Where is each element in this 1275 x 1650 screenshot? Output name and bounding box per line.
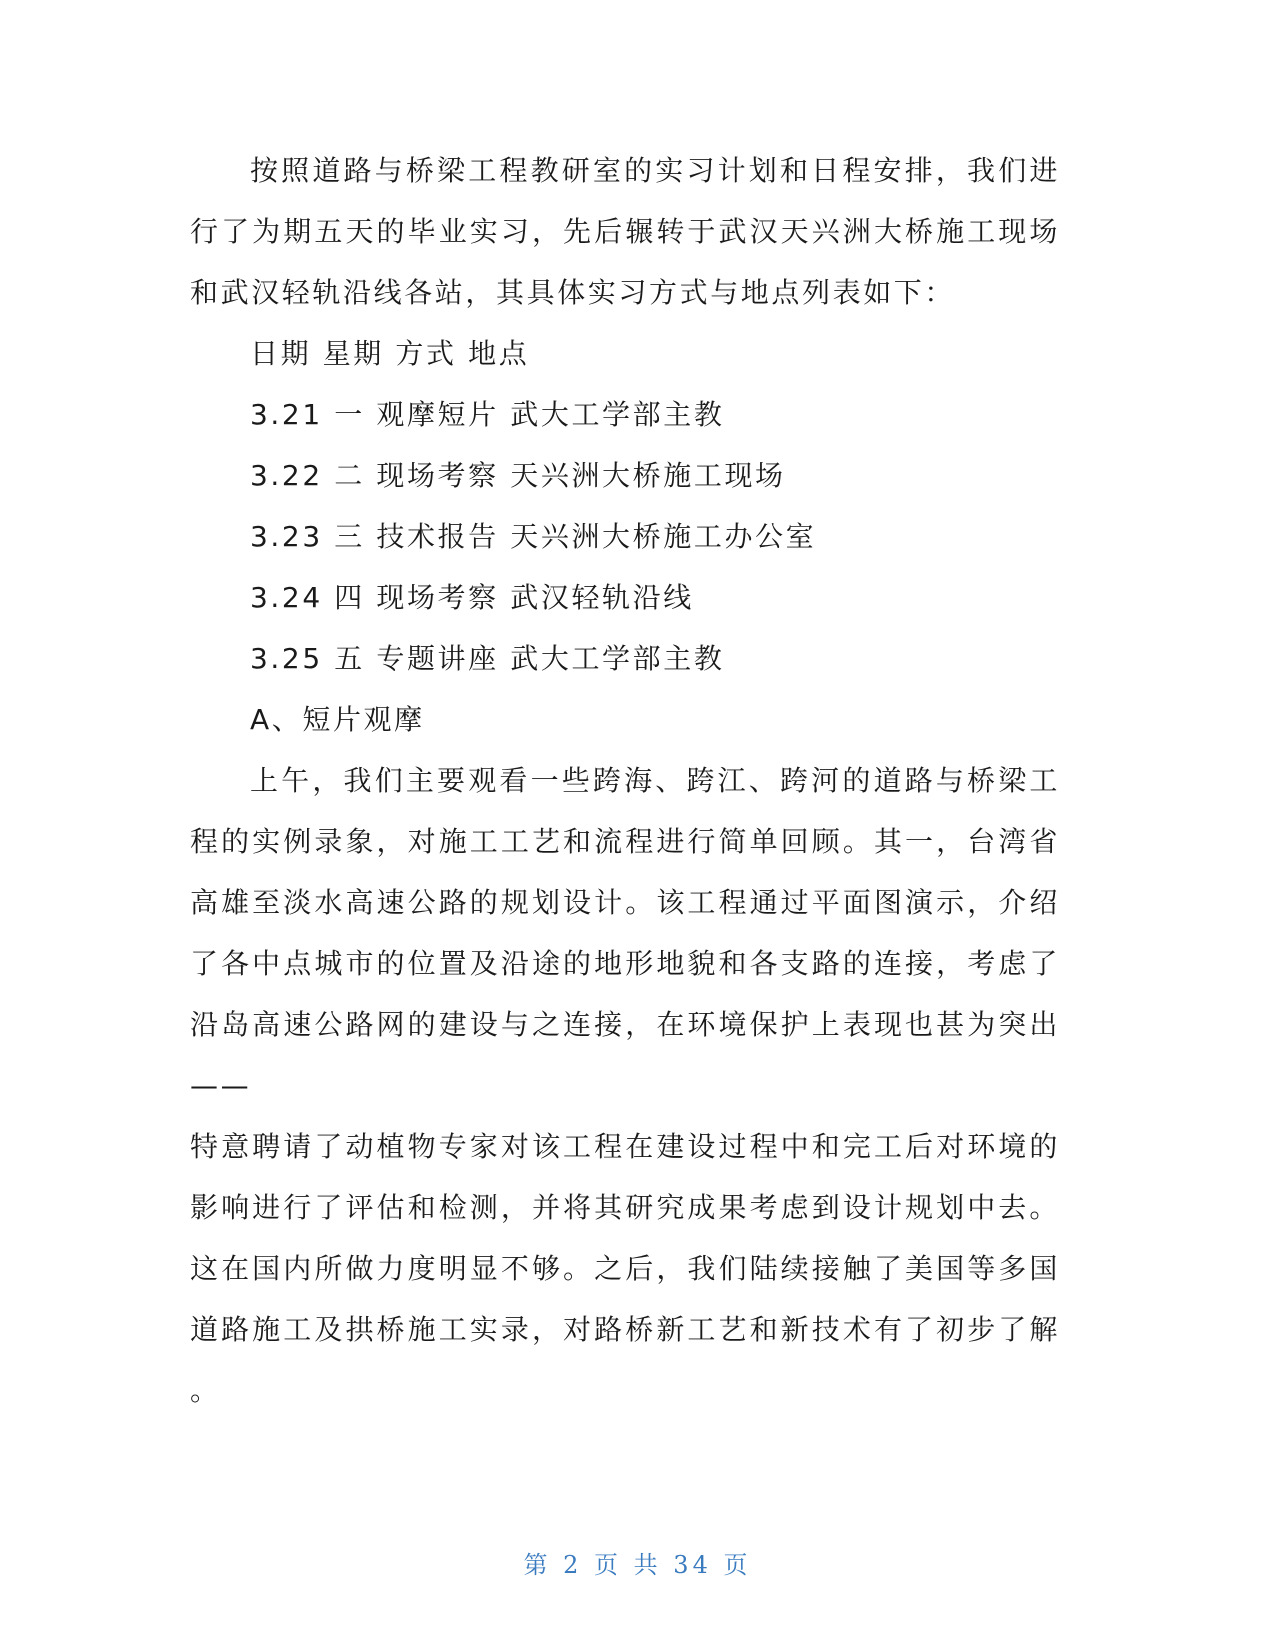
paragraph-2-line-1: 上午，我们主要观看一些跨海、跨江、跨河的道路与桥梁工 (250, 764, 1060, 797)
paragraph-2-line-5: 沿岛高速公路网的建设与之连接，在环境保护上表现也甚为突出 (190, 1008, 1060, 1041)
paragraph-2-line-3: 高雄至淡水高速公路的规划设计。该工程通过平面图演示，介绍 (190, 886, 1060, 919)
page-content (190, 140, 1060, 1421)
paragraph-3-line-4: 道路施工及拱桥施工实录，对路桥新工艺和新技术有了初步了解 (190, 1313, 1060, 1346)
paragraph-1-line-3: 和武汉轻轨沿线各站，其具体实习方式与地点列表如下： (190, 276, 956, 309)
schedule-row: 3.21 一 观摩短片 武大工学部主教 (250, 398, 725, 431)
paragraph-1-line-2: 行了为期五天的毕业实习，先后辗转于武汉天兴洲大桥施工现场 (190, 215, 1060, 248)
paragraph-2-line-6: —— (190, 1069, 252, 1102)
section-a-title: A、短片观摩 (250, 703, 425, 736)
schedule-row: 3.24 四 现场考察 武汉轻轨沿线 (250, 581, 694, 614)
paragraph-3-line-3: 这在国内所做力度明显不够。之后，我们陆续接触了美国等多国 (190, 1252, 1060, 1285)
page-footer: 第 2 页 共 34 页 (523, 1551, 752, 1579)
paragraph-2-line-2: 程的实例录象，对施工工艺和流程进行简单回顾。其一，台湾省 (190, 825, 1060, 858)
schedule-row: 3.22 二 现场考察 天兴洲大桥施工现场 (250, 459, 786, 492)
paragraph-1-line-1: 按照道路与桥梁工程教研室的实习计划和日程安排，我们进 (250, 154, 1060, 187)
schedule-row: 3.25 五 专题讲座 武大工学部主教 (250, 642, 725, 675)
schedule-row: 3.23 三 技术报告 天兴洲大桥施工办公室 (250, 520, 817, 553)
schedule-header: 日期 星期 方式 地点 (250, 337, 530, 370)
paragraph-3-line-1: 特意聘请了动植物专家对该工程在建设过程中和完工后对环境的 (190, 1130, 1060, 1163)
paragraph-2-line-4: 了各中点城市的位置及沿途的地形地貌和各支路的连接，考虑了 (190, 947, 1060, 980)
paragraph-3-line-2: 影响进行了评估和检测，并将其研究成果考虑到设计规划中去。 (190, 1191, 1060, 1224)
paragraph-3-line-5: 。 (190, 1374, 221, 1407)
